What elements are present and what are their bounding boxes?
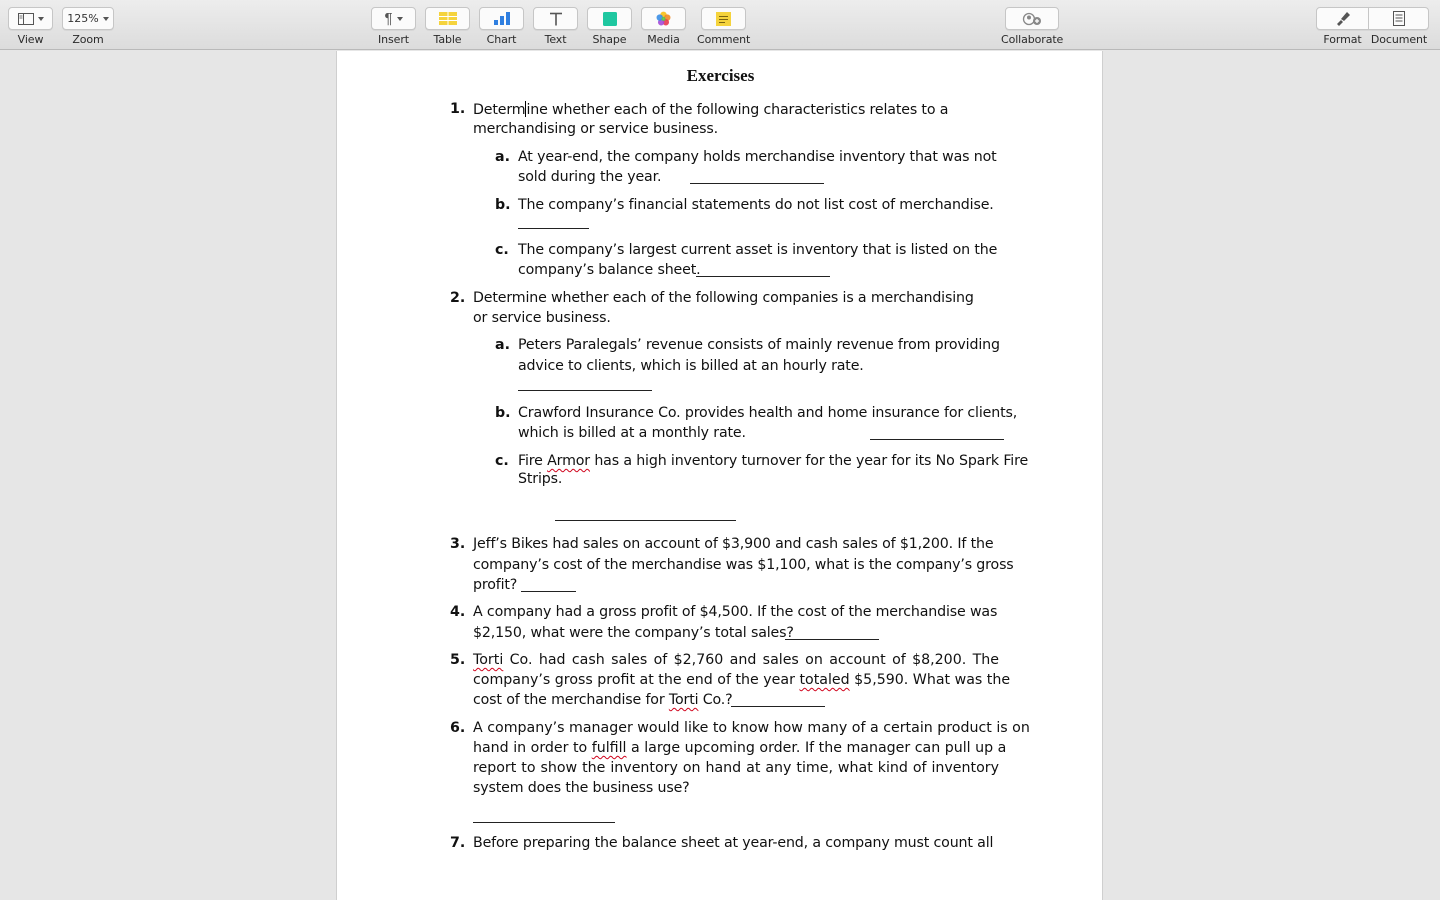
question-2c-line-1[interactable]	[518, 453, 1028, 469]
answer-blank[interactable]	[696, 276, 830, 277]
text-control[interactable]	[533, 7, 578, 46]
chevron-down-icon	[397, 17, 403, 21]
table-label: Table	[433, 33, 462, 46]
collaborate-control[interactable]	[1001, 7, 1063, 46]
question-2a-line-1[interactable]: Peters Paralegals’ revenue consists of mainly revenue from providing	[518, 337, 1000, 353]
view-button[interactable]	[8, 7, 53, 30]
format-label: Format	[1323, 33, 1362, 46]
chart-button[interactable]	[479, 7, 524, 30]
paragraph-icon: ¶	[384, 10, 393, 27]
chart-control[interactable]	[479, 7, 524, 46]
sub-question-letter: b.	[495, 405, 511, 421]
zoom-label: Zoom	[72, 33, 104, 46]
question-5-line-1[interactable]	[473, 652, 999, 668]
answer-blank[interactable]	[518, 228, 589, 229]
answer-blank[interactable]	[555, 520, 736, 521]
comment-note-icon	[716, 12, 731, 26]
question-1a-line-1[interactable]: At year-end, the company holds merchandise inventory that was not	[518, 149, 997, 165]
shape-label: Shape	[592, 33, 627, 46]
misspelled-word[interactable]: Torti	[473, 652, 504, 668]
media-control[interactable]	[641, 7, 686, 46]
text-run: Fire	[518, 453, 548, 469]
add-person-icon	[1021, 12, 1043, 26]
misspelled-word[interactable]: fulfill	[591, 740, 627, 756]
document-label: Document	[1370, 33, 1428, 46]
question-5-line-2[interactable]	[473, 672, 1011, 688]
question-number: 1.	[450, 101, 466, 117]
question-number: 3.	[450, 536, 466, 552]
question-3-line-3[interactable]: profit?	[473, 577, 518, 593]
answer-blank[interactable]	[521, 591, 576, 592]
text-run: Determ	[473, 102, 526, 118]
collaborate-button[interactable]	[1005, 7, 1059, 30]
collaborate-label: Collaborate	[1001, 33, 1064, 46]
comment-label: Comment	[697, 33, 751, 46]
question-1-line-2[interactable]: merchandising or service business.	[473, 121, 718, 137]
zoom-value: 125%	[67, 12, 99, 25]
sidebar-view-icon	[18, 13, 34, 25]
view-label: View	[17, 33, 44, 46]
document-control[interactable]	[1369, 7, 1429, 46]
question-6-line-1[interactable]: A company’s manager would like to know how many of a certain product is on	[473, 720, 1030, 736]
insert-button[interactable]	[371, 7, 416, 30]
question-number: 5.	[450, 652, 466, 668]
shape-button[interactable]	[587, 7, 632, 30]
comment-control[interactable]	[697, 7, 750, 46]
text-run: a large upcoming order. If the manager can pull up a	[626, 740, 1007, 756]
chevron-down-icon	[103, 17, 109, 21]
media-button[interactable]	[641, 7, 686, 30]
sub-question-letter: a.	[495, 337, 510, 353]
question-5-line-3[interactable]	[473, 692, 733, 708]
question-3-line-2[interactable]: company’s cost of the merchandise was $1,100, what is the company’s gross	[473, 557, 1014, 573]
misspelled-word[interactable]: Torti	[668, 692, 699, 708]
chart-label: Chart	[486, 33, 517, 46]
question-4-line-1[interactable]: A company had a gross profit of $4,500. If the cost of the merchandise was	[473, 604, 998, 620]
answer-blank[interactable]	[870, 439, 1004, 440]
misspelled-word[interactable]: Armor	[547, 453, 590, 469]
question-2-line-2[interactable]: or service business.	[473, 310, 611, 326]
answer-blank[interactable]	[473, 822, 615, 823]
square-shape-icon	[603, 12, 617, 26]
sub-question-letter: a.	[495, 149, 510, 165]
comment-button[interactable]	[701, 7, 746, 30]
question-1a-line-2[interactable]: sold during the year.	[518, 169, 662, 185]
text-run: ine whether each of the following characteristics relates to a	[526, 102, 949, 118]
sub-question-letter: c.	[495, 242, 509, 258]
text-box-icon	[549, 12, 563, 26]
format-button[interactable]	[1316, 7, 1369, 30]
shape-control[interactable]	[587, 7, 632, 46]
media-label: Media	[647, 33, 680, 46]
question-number: 7.	[450, 835, 466, 851]
page-title: Exercises	[686, 66, 755, 85]
answer-blank[interactable]	[731, 706, 825, 707]
format-control[interactable]	[1316, 7, 1369, 46]
sub-question-letter: c.	[495, 453, 509, 469]
toolbar	[0, 0, 1440, 50]
answer-blank[interactable]	[690, 183, 824, 184]
question-6-line-4[interactable]: system does the business use?	[473, 780, 690, 796]
text-run: $5,590. What was the	[849, 672, 1011, 688]
misspelled-word[interactable]: totaled	[799, 672, 850, 688]
question-6-line-3[interactable]: report to show the inventory on hand at any time, what kind of inventory	[473, 760, 999, 776]
sub-question-letter: b.	[495, 197, 511, 213]
text-run: company’s gross profit at the end of the year	[473, 672, 800, 688]
question-number: 2.	[450, 290, 466, 306]
table-control[interactable]	[425, 7, 470, 46]
chevron-down-icon	[38, 17, 44, 21]
table-button[interactable]	[425, 7, 470, 30]
question-3-line-1[interactable]: Jeff’s Bikes had sales on account of $3,900 and cash sales of $1,200. If the	[473, 536, 994, 552]
zoom-control[interactable]	[62, 7, 114, 46]
answer-blank[interactable]	[518, 390, 652, 391]
insert-label: Insert	[378, 33, 409, 46]
paintbrush-icon	[1335, 11, 1351, 26]
question-number: 6.	[450, 720, 466, 736]
question-2b-line-1[interactable]: Crawford Insurance Co. provides health and home insurance for clients,	[518, 405, 1018, 421]
question-7-line-1[interactable]: Before preparing the balance sheet at year-end, a company must count all	[473, 835, 994, 851]
document-icon	[1393, 11, 1405, 26]
question-number: 4.	[450, 604, 466, 620]
zoom-select[interactable]	[62, 7, 114, 30]
text-run: has a high inventory turnover for the year for its No Spark Fire	[589, 453, 1029, 469]
photos-flower-icon	[656, 11, 671, 26]
text-run: Co.?	[698, 692, 733, 708]
insert-control[interactable]	[371, 7, 416, 46]
question-1b-line-1[interactable]: The company’s financial statements do not list cost of merchandise.	[518, 197, 994, 213]
answer-blank[interactable]	[785, 639, 879, 640]
text-run: cost of the merchandise for	[473, 692, 669, 708]
question-4-line-2[interactable]: $2,150, what were the company’s total sales?	[473, 625, 794, 641]
bar-chart-icon	[494, 12, 510, 25]
question-6-line-2[interactable]	[473, 740, 1007, 756]
text-run: Co. had cash sales of $2,760 and sales on account of $8,200. The	[503, 652, 999, 668]
question-2c-line-2[interactable]: Strips.	[518, 471, 563, 487]
view-control[interactable]	[8, 7, 53, 46]
text-button[interactable]	[533, 7, 578, 30]
question-2b-line-2[interactable]: which is billed at a monthly rate.	[518, 425, 746, 441]
question-1-line-1[interactable]	[473, 101, 948, 118]
question-1c-line-2[interactable]: company’s balance sheet.	[518, 262, 701, 278]
table-icon	[439, 12, 457, 25]
text-label: Text	[544, 33, 567, 46]
question-2-line-1[interactable]: Determine whether each of the following companies is a merchandising	[473, 290, 974, 306]
question-2a-line-2[interactable]: advice to clients, which is billed at an hourly rate.	[518, 358, 864, 374]
document-button[interactable]	[1369, 7, 1429, 30]
question-1c-line-1[interactable]: The company’s largest current asset is inventory that is listed on the	[518, 242, 998, 258]
text-run: hand in order to	[473, 740, 592, 756]
document-page[interactable]	[336, 51, 1103, 900]
